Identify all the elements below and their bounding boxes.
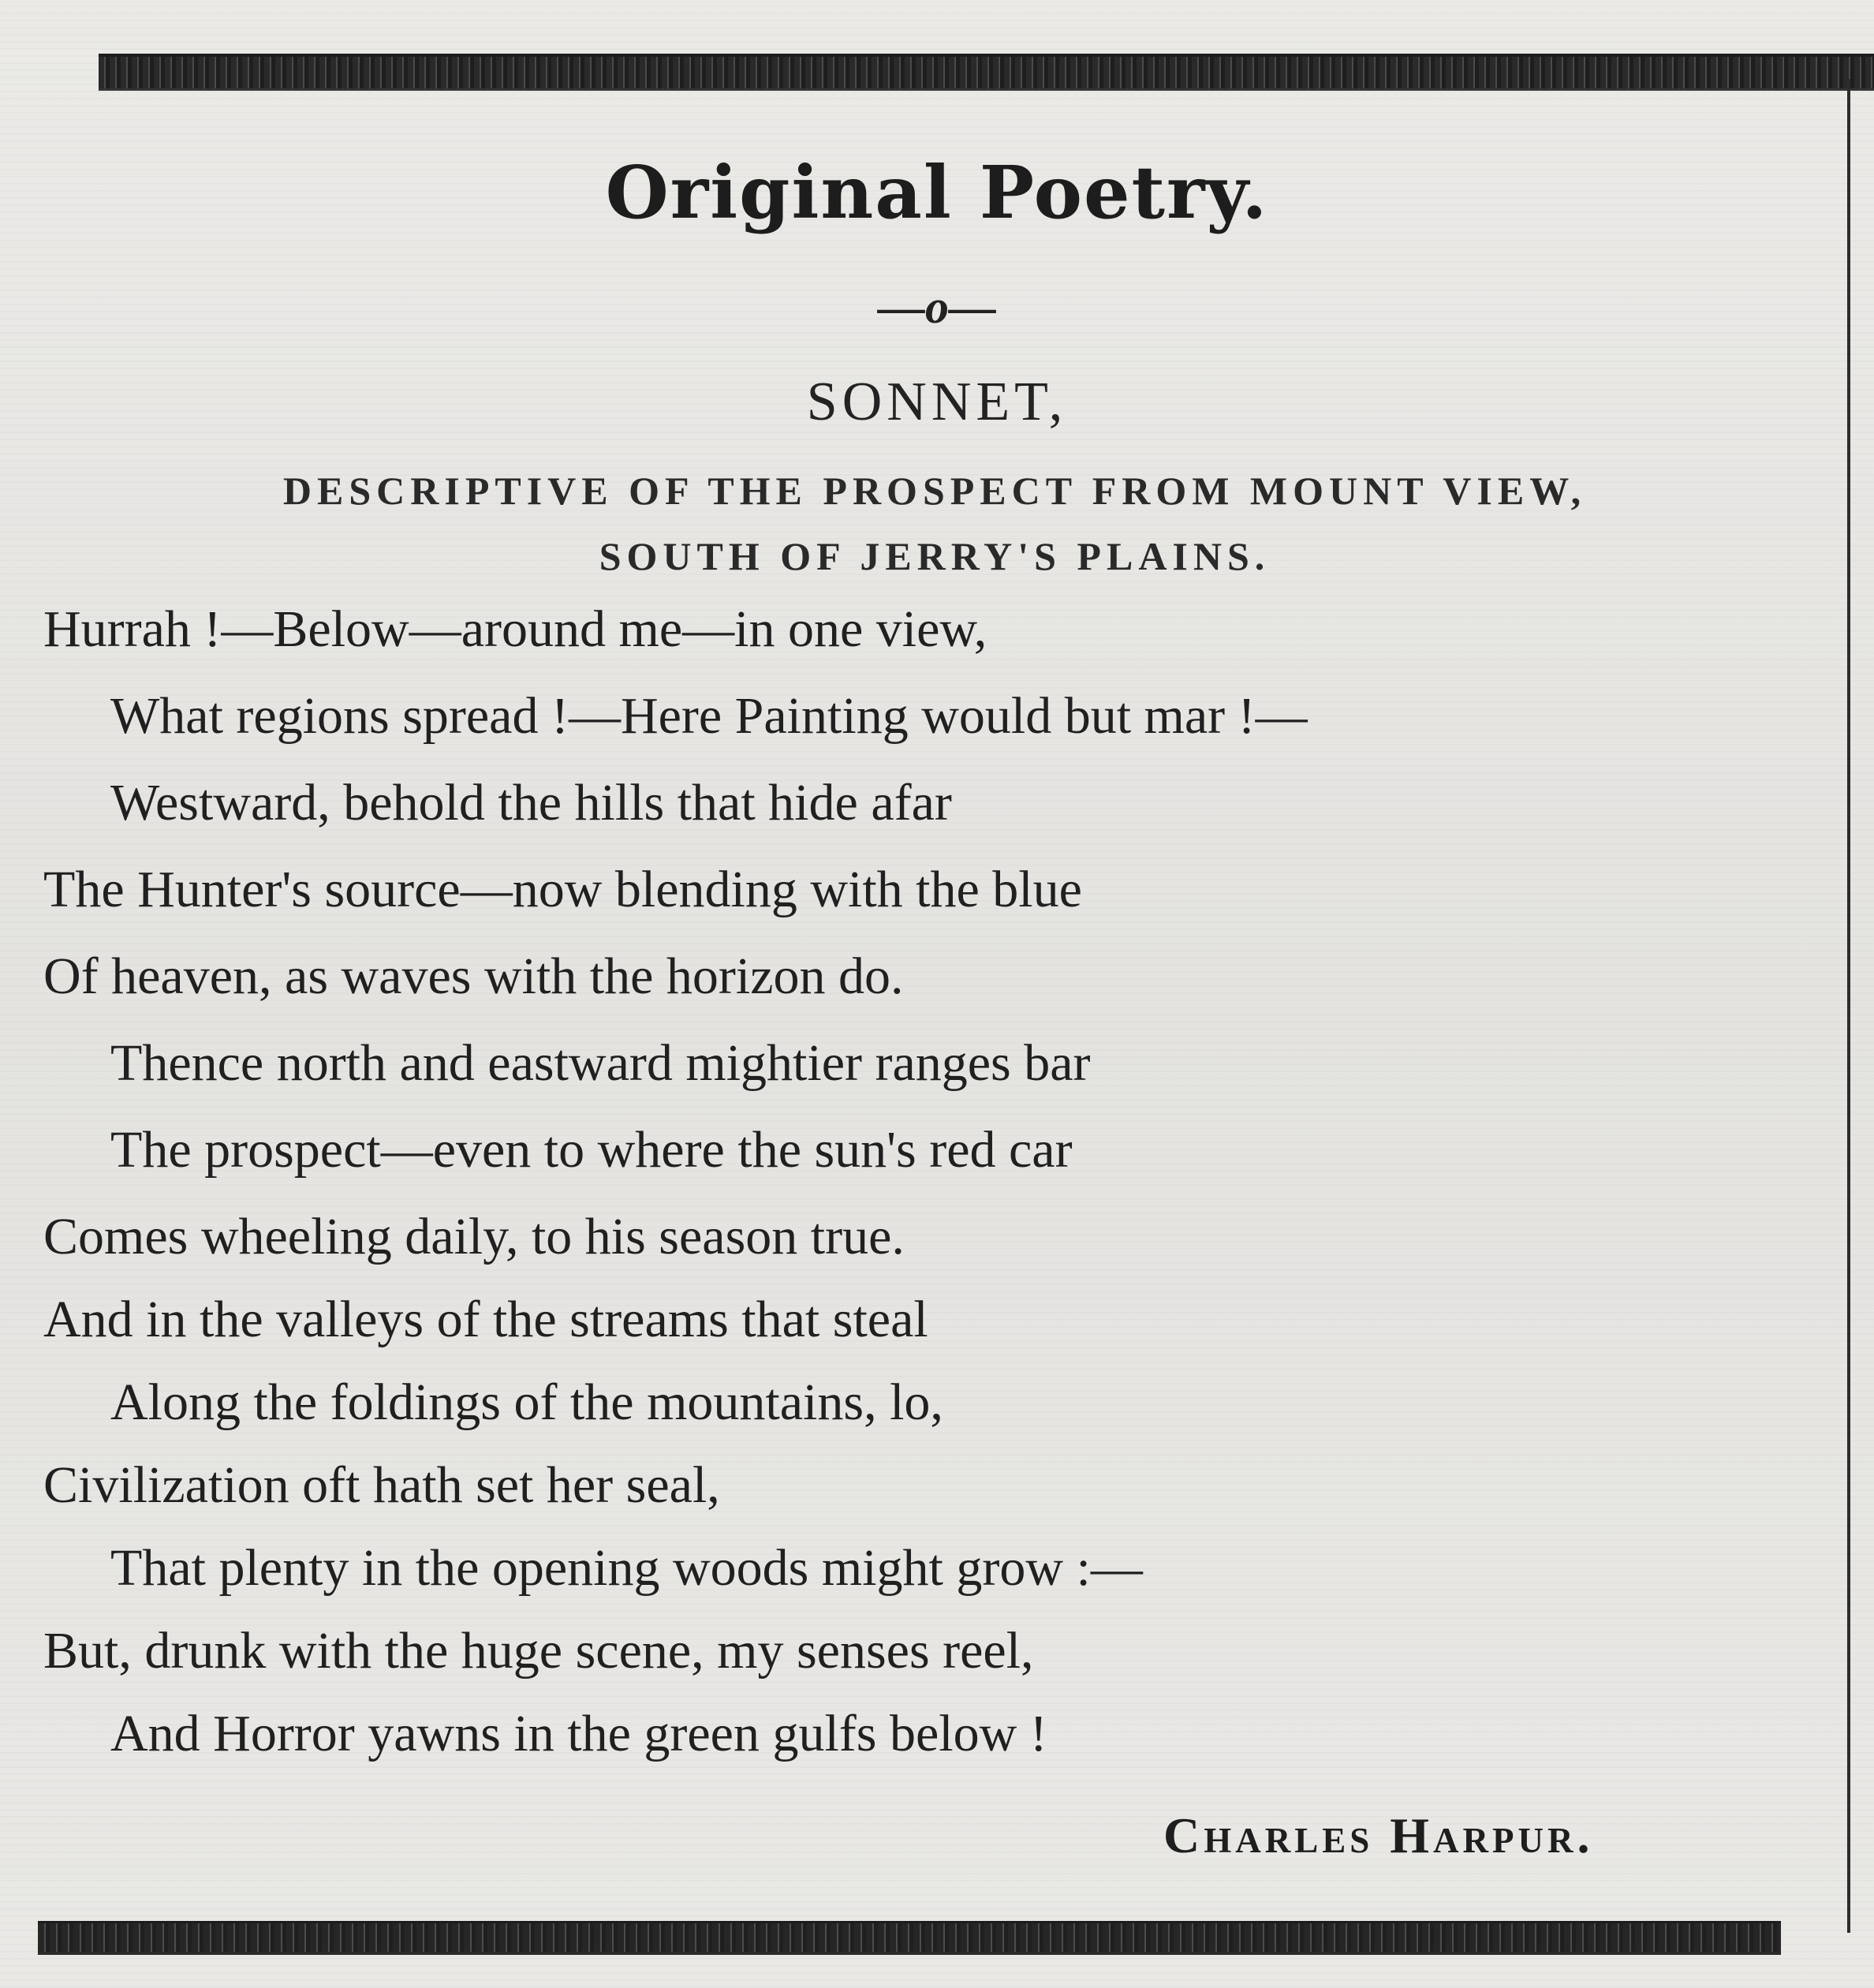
poem-subtitle-line-2: SOUTH OF JERRY'S PLAINS. <box>599 534 1271 578</box>
poem-line: What regions spread !—Here Painting would but mar !— <box>110 687 1308 745</box>
poem-line: Along the foldings of the mountains, lo, <box>110 1373 943 1431</box>
poem-line: But, drunk with the huge scene, my senses reel, <box>43 1622 1034 1680</box>
poem-line: That plenty in the opening woods might grow :— <box>110 1539 1143 1597</box>
poem-line: And in the valleys of the streams that steal <box>43 1291 928 1348</box>
poem-line: Westward, behold the hills that hide afar <box>110 774 952 831</box>
column-rule <box>1847 79 1850 1933</box>
poem-line: And Horror yawns in the green gulfs below ! <box>110 1705 1047 1762</box>
bottom-rule <box>38 1921 1781 1955</box>
poem-line: Comes wheeling daily, to his season true. <box>43 1208 905 1265</box>
section-title: Original Poetry. <box>605 150 1269 235</box>
poem-line: The prospect—even to where the sun's red car <box>110 1121 1073 1179</box>
poem-author: Charles Harpur. <box>1163 1807 1594 1863</box>
poem-line: Hurrah !—Below—around me—in one view, <box>43 600 987 658</box>
top-rule <box>99 54 1874 91</box>
poem-subtitle-line-1: DESCRIPTIVE OF THE PROSPECT FROM MOUNT VIEW, <box>282 469 1587 513</box>
ornament: —o— <box>878 281 996 333</box>
poem-line: The Hunter's source—now blending with the blue <box>43 861 1082 918</box>
poem-line: Of heaven, as waves with the horizon do. <box>43 947 904 1005</box>
poem-title: SONNET, <box>806 372 1068 432</box>
poem-line: Thence north and eastward mightier ranges bar <box>110 1034 1091 1092</box>
poem-line: Civilization oft hath set her seal, <box>43 1456 720 1514</box>
